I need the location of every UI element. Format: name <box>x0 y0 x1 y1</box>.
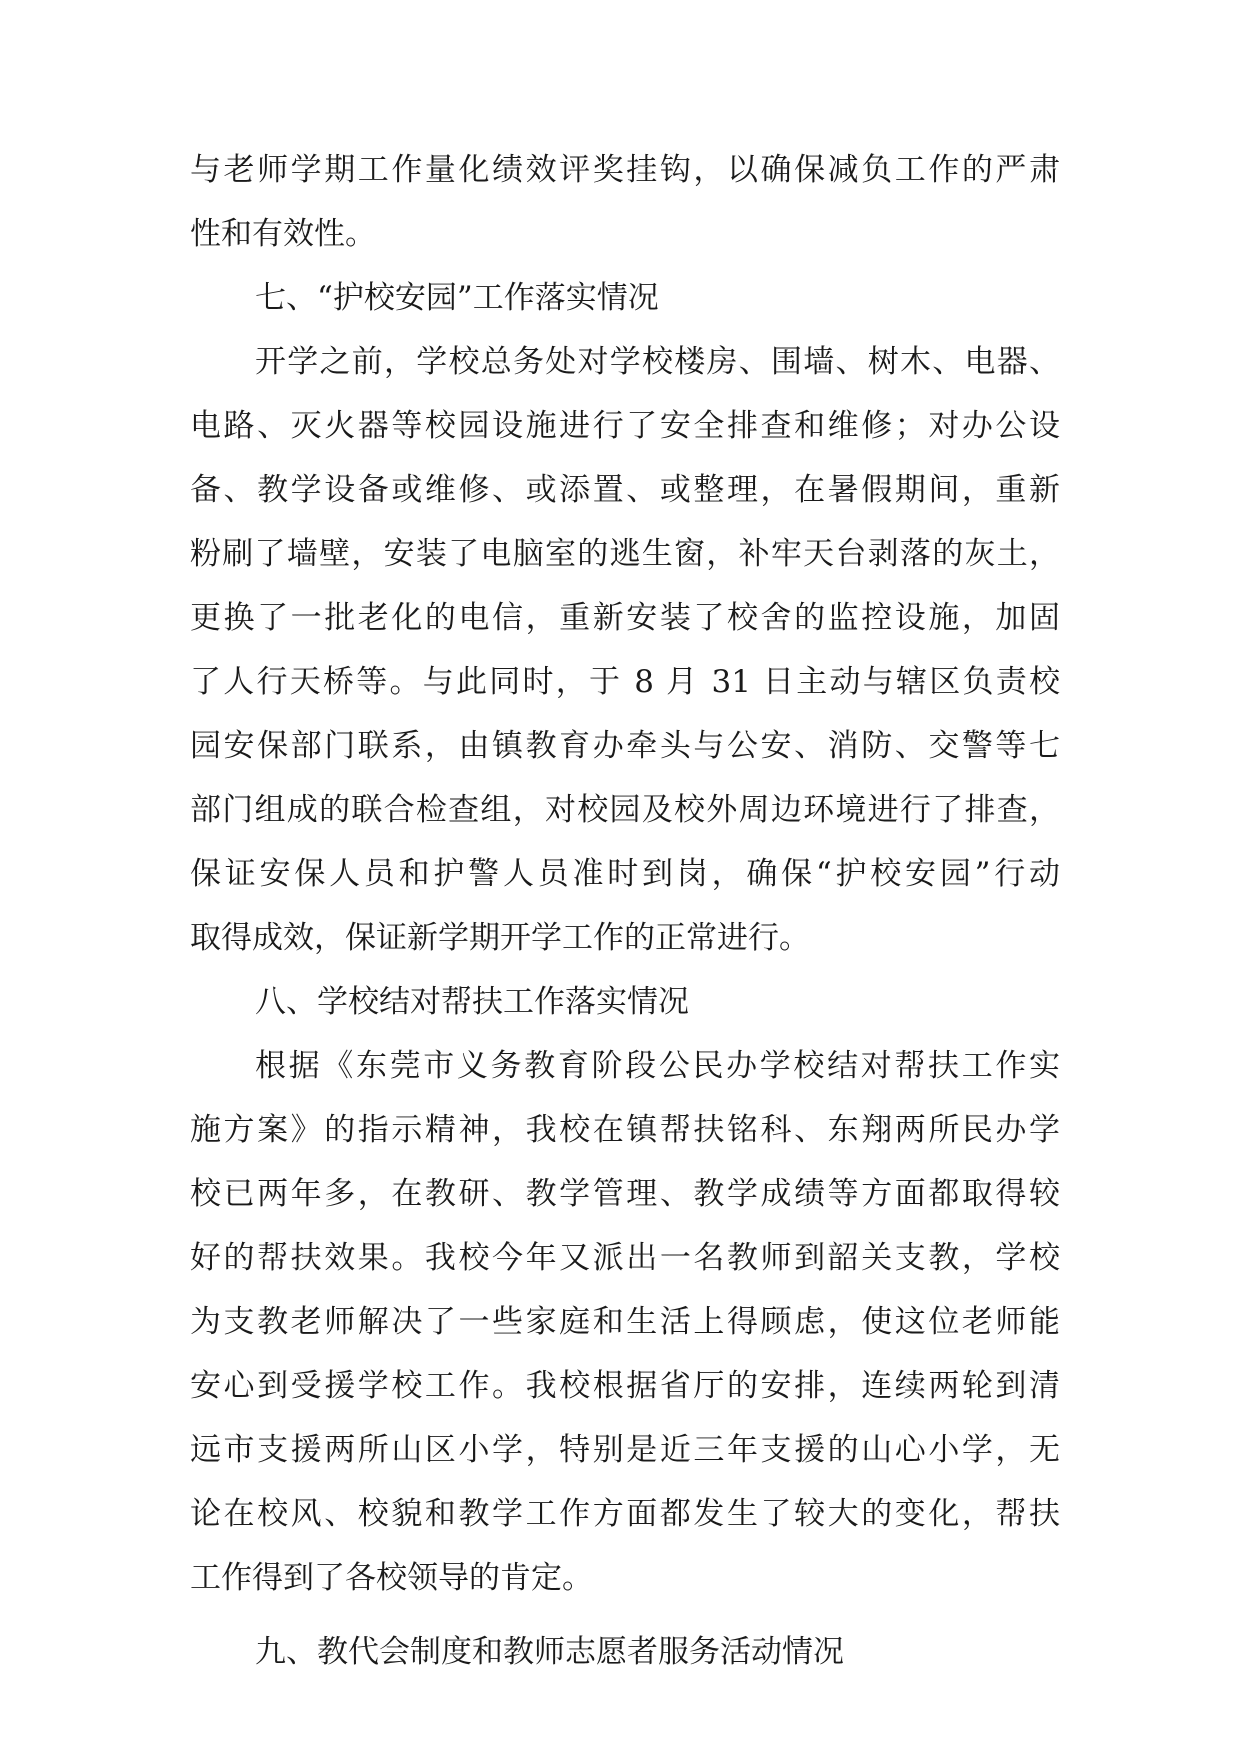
text-line: 校已两年多，在教研、教学管理、教学成绩等方面都取得较 <box>190 1176 1060 1212</box>
text-line: 部门组成的联合检查组，对校园及校外周边环境进行了排查， <box>190 792 1060 828</box>
text-line: 工作得到了各校领导的肯定。 <box>190 1560 593 1596</box>
text-line: 性和有效性。 <box>190 216 376 252</box>
text-line: 好的帮扶效果。我校今年又派出一名教师到韶关支教，学校 <box>190 1240 1060 1276</box>
text-line: 了人行天桥等。与此同时，于 8 月 31 日主动与辖区负责校 <box>190 664 1060 700</box>
text-line: 开学之前，学校总务处对学校楼房、围墙、树木、电器、 <box>255 344 1060 380</box>
text-line: 备、教学设备或维修、或添置、或整理，在暑假期间，重新 <box>190 472 1060 508</box>
text-line: 为支教老师解决了一些家庭和生活上得顾虑，使这位老师能 <box>190 1304 1060 1340</box>
text-line: 安心到受援学校工作。我校根据省厅的安排，连续两轮到清 <box>190 1368 1060 1404</box>
text-line: 保证安保人员和护警人员准时到岗，确保“护校安园”行动 <box>190 856 1060 892</box>
text-line: 电路、灭火器等校园设施进行了安全排查和维修；对办公设 <box>190 408 1060 444</box>
text-line: 与老师学期工作量化绩效评奖挂钩，以确保减负工作的严肃 <box>190 152 1060 188</box>
section-heading: 九、教代会制度和教师志愿者服务活动情况 <box>255 1634 844 1670</box>
text-line: 远市支援两所山区小学，特别是近三年支援的山心小学，无 <box>190 1432 1060 1468</box>
section-heading: 八、学校结对帮扶工作落实情况 <box>255 984 689 1020</box>
text-line: 论在校风、校貌和教学工作方面都发生了较大的变化，帮扶 <box>190 1496 1060 1532</box>
text-line: 粉刷了墙壁，安装了电脑室的逃生窗，补牢天台剥落的灰土， <box>190 536 1060 572</box>
text-line: 更换了一批老化的电信，重新安装了校舍的监控设施，加固 <box>190 600 1060 636</box>
text-line: 园安保部门联系，由镇教育办牵头与公安、消防、交警等七 <box>190 728 1060 764</box>
text-line: 根据《东莞市义务教育阶段公民办学校结对帮扶工作实 <box>255 1048 1060 1084</box>
text-line: 施方案》的指示精神，我校在镇帮扶铭科、东翔两所民办学 <box>190 1112 1060 1148</box>
section-heading: 七、“护校安园”工作落实情况 <box>255 280 659 316</box>
text-line: 取得成效，保证新学期开学工作的正常进行。 <box>190 920 810 956</box>
